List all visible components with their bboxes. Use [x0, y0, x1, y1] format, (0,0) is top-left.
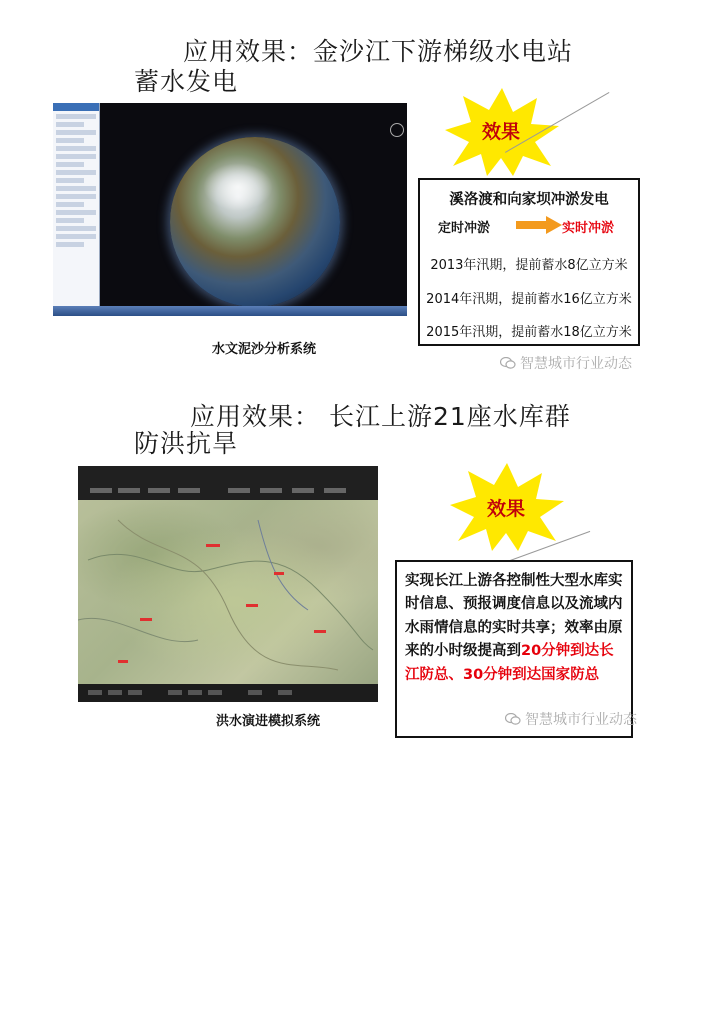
earth-globe [170, 137, 340, 307]
hydrology-system-screenshot [53, 103, 407, 316]
effect-item-2014: 2014年汛期，提前蓄水16亿立方米 [426, 292, 632, 307]
watermark-1 [500, 353, 632, 373]
effect-item-2013: 2013年汛期，提前蓄水8亿立方米 [430, 258, 628, 273]
after-label: 实时冲淤 [562, 221, 615, 236]
effect-box-1 [418, 178, 640, 346]
watermark-2 [505, 709, 637, 729]
section2-caption: 洪水演进模拟系统 [216, 714, 321, 729]
windows-taskbar [53, 306, 407, 316]
effect-box-title: 溪洛渡和向家坝冲淤发电 [449, 192, 609, 208]
section1-heading [183, 32, 573, 68]
section1-heading-line1: 应用效果：金沙江下游梯级水电站 [183, 37, 574, 66]
section1-caption: 水文泥沙分析系统 [212, 342, 317, 357]
section1-heading-cont [134, 62, 238, 98]
effect-box-2-text [405, 570, 624, 687]
effect-badge-label-2: 效果 [487, 498, 526, 520]
section1-heading-line2: 蓄水发电 [134, 67, 239, 96]
section2-heading-cont [134, 424, 238, 460]
section2-heading [190, 397, 571, 433]
watermark-text-2: 智慧城市行业动态 [525, 712, 637, 728]
map-statusbar [78, 684, 378, 702]
effect-text-end: 防总 [570, 666, 600, 683]
arrow-right-icon [516, 216, 562, 234]
effect-text-highlight: 20分钟到达长江防总、30分钟到达国家 [405, 643, 614, 683]
layer-tree-panel [53, 103, 100, 306]
watermark-text: 智慧城市行业动态 [520, 356, 632, 372]
map-toolbar [78, 466, 378, 500]
wechat-icon [500, 357, 516, 369]
effect-text-main: 实现长江上游各控制性大型水库实时信息、预报调度信息以及流域内水雨情信息的实时共享；效率由原来的小时级提高到 [405, 573, 623, 660]
wechat-icon-2 [505, 713, 521, 725]
section2-heading-line2: 防洪抗旱 [134, 429, 239, 458]
section2-heading-line1: 应用效果： 长江上游21座水库群 [190, 402, 571, 431]
effect-item-2015: 2015年汛期，提前蓄水18亿立方米 [426, 325, 632, 340]
flood-simulation-screenshot [78, 466, 378, 702]
compass-icon[interactable] [390, 123, 404, 137]
effect-badge-label: 效果 [482, 121, 521, 143]
terrain-map[interactable] [78, 500, 378, 684]
before-label: 定时冲淤 [438, 221, 491, 236]
